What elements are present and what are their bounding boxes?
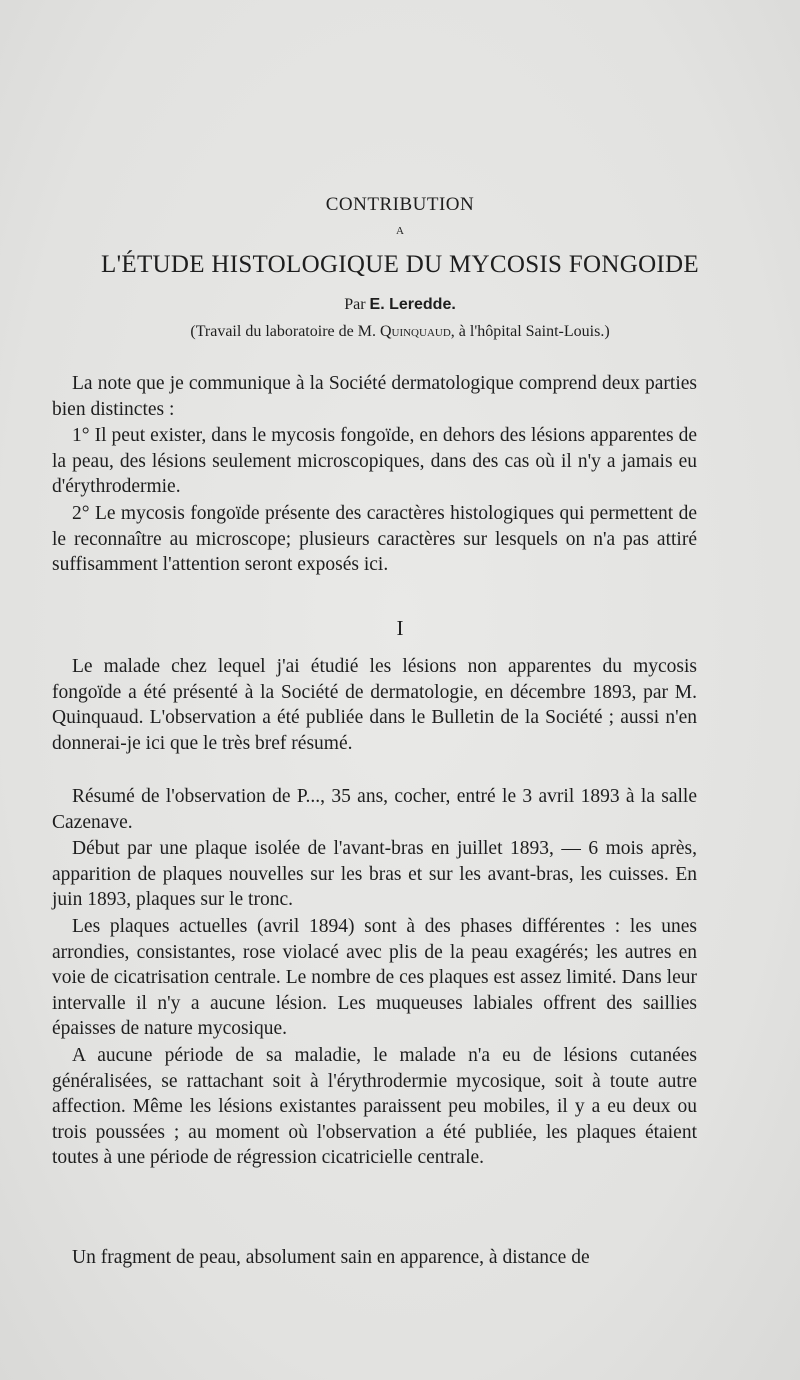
author-prefix: Par (344, 296, 366, 313)
paragraph-summary: Résumé de l'observation de P..., 35 ans, cocher, entré le 3 avril 1893 à la salle Cazenave. (52, 786, 697, 833)
section-heading: I (396, 616, 404, 640)
author-line (0, 296, 800, 314)
paragraph-intro: La note que je communique à la Société dermatologique comprend deux parties bien distinctes : (52, 373, 697, 420)
paragraph-case: Le malade chez lequel j'ai étudié les lésions non apparentes du mycosis fongoïde a été présenté à la Société de dermatologie, en décembre 1893, par M. Quinquaud. L'observation a été publiée dans le Bulletin de la Société ; aussi n'en donnerai-je ici que le très bref résumé. (52, 656, 697, 754)
author-name: E. Leredde. (369, 296, 456, 313)
affiliation-line (0, 323, 800, 341)
paragraph-onset: Début par une plaque isolée de l'avant-bras en juillet 1893, — 6 mois après, apparition de plaques nouvelles sur les bras et sur les avant-bras, les cuisses. En juin 1893, plaques sur le tronc. (52, 838, 697, 910)
paragraph-plaques: Les plaques actuelles (avril 1894) sont à des phases différentes : les unes arrondies, consistantes, rose violacé avec plis de la peau exagérés; les autres en voie de cicatrisation centrale. Le nombre de ces plaques est assez limité. Dans leur intervalle il n'y a aucune lésion. Les muqueuses labiales offrent des saillies épaisses de nature mycosique. (52, 916, 697, 1039)
affiliation-start: (Travail du laboratoire de M. (190, 323, 376, 340)
article-title: L'ÉTUDE HISTOLOGIQUE DU MYCOSIS FONGOIDE (101, 251, 699, 278)
title-line-contribution: CONTRIBUTION (325, 194, 475, 215)
paragraph-point-2: 2° Le mycosis fongoïde présente des caractères histologiques qui permettent de le reconnaître au microscope; plusieurs caractères sur lesquels on n'a pas attiré suffisamment l'attention seront exposés ici. (52, 503, 697, 575)
paragraph-point-1: 1° Il peut exister, dans le mycosis fongoïde, en dehors des lésions apparentes de la peau, des lésions seulement microscopiques, dans des cas où il n'y a jamais eu d'érythrodermie. (52, 425, 697, 497)
paragraph-history: A aucune période de sa maladie, le malade n'a eu de lésions cutanées généralisées, se rattachant soit à l'érythrodermie mycosique, soit à toute autre affection. Même les lésions existantes paraissent peu mobiles, il y a eu deux ou trois poussées ; au moment où l'observation a été publiée, les plaques étaient toutes à une période de régression cicatricielle centrale. (52, 1045, 697, 1168)
title-line-a: A (396, 225, 404, 237)
affiliation-name: Quinquaud (379, 323, 451, 340)
paragraph-fragment: Un fragment de peau, absolument sain en apparence, à distance de (72, 1247, 590, 1268)
affiliation-end: , à l'hôpital Saint-Louis.) (450, 323, 610, 340)
